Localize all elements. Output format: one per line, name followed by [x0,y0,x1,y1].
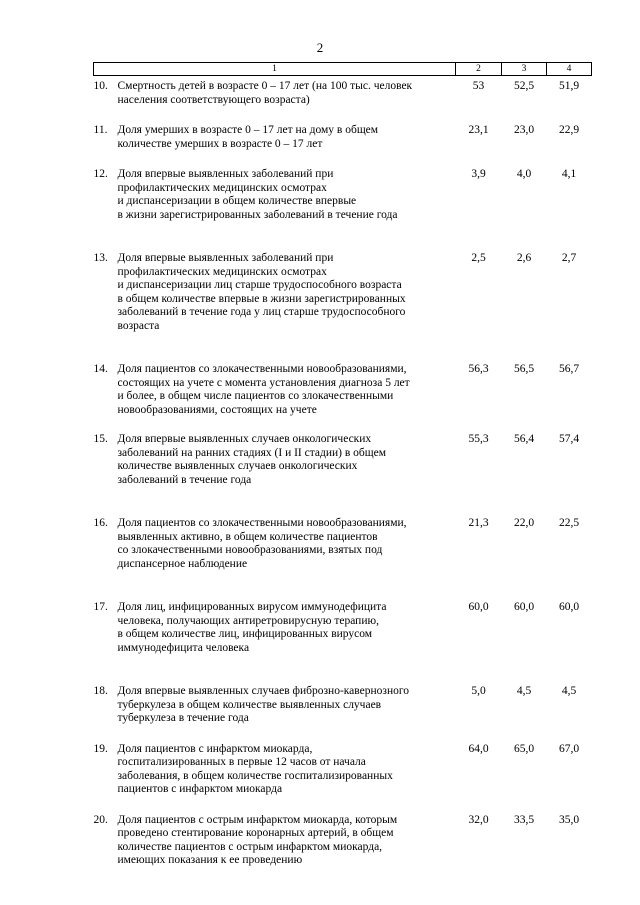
table-row [94,726,592,797]
indicator-cell [94,107,456,151]
value-cell-col-4: 60,0 [558,601,580,613]
description-line: Доля впервые выявленных случаев онкологических [117,433,372,445]
value-cell-col-3: 56,4 [513,433,535,445]
description-line: туберкулеза в течение года [117,712,249,724]
page-number: 2 [316,40,324,55]
description-line: Доля умерших в возрасте 0 – 17 лет на дому в общем [117,124,379,136]
description-line: заболеваний на ранних стадиях (I и II стадии) в общем [117,446,387,459]
indicator-description [118,124,456,151]
value-cell-col-2: 55,3 [468,433,489,445]
indicator-cell [94,417,456,487]
row-number: 19. [93,742,108,755]
description-line: профилактических медицинских осмотрах [117,265,327,278]
description-line: Доля пациентов со злокачественными новообразованиями, [117,517,407,529]
description-line: количестве пациентов с острым инфарктом миокарда, [117,840,383,853]
value-cell-col-3: 56,5 [513,363,535,375]
description-line: госпитализированных в первые 12 часов от начала [117,756,366,768]
value-cell-col-2: 5,0 [471,685,486,697]
value-cell-col-4: 4,1 [561,168,577,180]
description-line: заболевания, в общем количестве госпитализированных [117,769,393,782]
row-number: 17. [93,601,108,613]
description-line: количестве умерших в возрасте 0 – 17 лет [117,137,323,150]
table-row [94,487,592,571]
value-cell-col-3: 33,5 [513,813,535,826]
indicator-cell [94,333,456,417]
value-cell-col-2: 56,3 [468,363,489,375]
description-line: Доля пациентов со злокачественными новообразованиями, [117,363,407,375]
value-cell-col-3: 22,0 [513,517,535,529]
value-cell-col-3: 23,0 [513,124,535,136]
table-row [94,151,592,222]
indicator-cell [94,487,456,571]
value-cell-col-3: 2,6 [516,252,532,264]
description-line: Доля впервые выявленных заболеваний при [117,168,334,180]
indicator-description [118,252,456,333]
description-line: пациентов с инфарктом миокарда [117,783,283,795]
value-cell-col-2: 64,0 [468,742,489,755]
row-number: 14. [93,363,108,375]
description-line: Доля лиц, инфицированных вирусом иммунодефицита [117,601,387,613]
indicator-description [118,433,456,487]
value-cell-col-2: 2,5 [471,252,486,264]
description-line: новообразованиями, состоящих на учете [117,403,317,416]
value-cell-col-3: 60,0 [513,601,535,613]
column-header-4: 4 [547,63,592,76]
indicator-description [118,685,456,726]
value-cell-col-3: 52,5 [513,80,535,92]
description-line: Доля пациентов с инфарктом миокарда, [117,742,313,755]
description-line: Доля впервые выявленных случаев фиброзно-кавернозного [117,685,410,697]
indicator-cell [94,797,456,868]
indicator-description [118,80,456,107]
value-cell-col-4: 4,5 [561,685,577,697]
row-number: 16. [93,517,108,529]
table-row [94,655,592,726]
table-row [94,76,592,108]
description-line: в общем количестве впервые в жизни зарегистрированных [117,292,406,305]
value-cell-col-2: 21,3 [468,517,489,529]
description-line: количестве выявленных случаев онкологических [117,460,358,472]
indicator-description [118,814,456,868]
value-cell-col-3: 4,0 [516,168,532,180]
description-line: имеющих показания к ее проведению [117,854,303,866]
description-line: и диспансеризации лиц старше трудоспособного возраста [117,279,402,291]
description-line: диспансерное наблюдение [117,557,248,570]
table-row [94,222,592,333]
value-cell-col-2: 60,0 [468,601,489,613]
description-line: человека, получающих антиретровирусную терапию, [117,614,379,627]
column-header-2: 2 [456,63,502,76]
description-line: и более, в общем числе пациентов со злокачественными [117,390,394,402]
value-cell-col-4: 22,9 [558,124,580,136]
description-line: в жизни зарегистрированных заболеваний в течение года [117,208,398,221]
table-row [94,107,592,151]
indicators-table [93,62,592,868]
description-line: проведено стентирование коронарных артерий, в общем [117,827,394,839]
value-cell-col-2: 3,9 [471,168,486,180]
indicator-cell [94,76,456,108]
value-cell-col-3: 65,0 [513,742,535,755]
description-line: заболеваний в течение года [117,473,252,486]
indicator-cell [94,726,456,797]
table-row [94,417,592,487]
table-row [94,571,592,655]
row-number: 11. [93,124,108,136]
description-line: возраста [117,319,160,332]
table-row [94,333,592,417]
value-cell-col-4: 56,7 [558,363,580,375]
row-number: 13. [93,252,108,264]
row-number: 15. [93,433,108,445]
indicator-description [118,743,456,797]
row-number: 12. [93,168,108,180]
value-cell-col-4: 35,0 [558,813,580,826]
description-line: со злокачественными новообразованиями, взятых под [117,544,383,556]
value-cell-col-4: 51,9 [558,80,580,92]
row-number: 18. [93,685,108,697]
indicator-description [118,601,456,655]
indicator-description [118,168,456,222]
description-line: населения соответствующего возраста) [117,93,310,106]
value-cell-col-3: 4,5 [516,685,532,697]
description-line: заболеваний в течение года у лиц старше трудоспособного [117,306,406,318]
description-line: выявленных активно, в общем количестве пациентов [117,530,378,543]
indicator-description [118,363,456,417]
value-cell-col-4: 57,4 [558,433,580,445]
description-line: и диспансеризации в общем количестве впервые [117,195,357,207]
description-line: профилактических медицинских осмотрах [117,181,327,194]
description-line: состоящих на учете с момента установления диагноза 5 лет [117,376,410,389]
value-cell-col-2: 53 [472,80,485,92]
table-header-row [94,63,592,76]
value-cell-col-4: 67,0 [558,742,580,755]
description-line: иммунодефицита человека [117,641,250,654]
indicator-cell [94,655,456,726]
value-cell-col-2: 23,1 [468,124,489,136]
description-line: в общем количестве лиц, инфицированных вирусом [117,628,373,640]
description-line: Доля впервые выявленных заболеваний при [117,252,334,264]
indicator-cell [94,571,456,655]
description-line: Смертность детей в возрасте 0 – 17 лет (на 100 тыс. человек [117,80,413,92]
table-row [94,797,592,868]
indicator-cell [94,222,456,333]
value-cell-col-2: 32,0 [468,813,489,826]
description-line: туберкулеза в общем количестве выявленных случаев [117,698,382,711]
column-header-1: 1 [94,63,456,76]
value-cell-col-4: 2,7 [561,252,577,264]
indicator-description [118,517,456,571]
value-cell-col-4: 22,5 [558,517,580,529]
row-number: 10. [93,80,108,92]
row-number: 20. [93,813,108,826]
indicator-cell [94,151,456,222]
description-line: Доля пациентов с острым инфарктом миокарда, которым [117,813,398,826]
column-header-3: 3 [502,63,547,76]
